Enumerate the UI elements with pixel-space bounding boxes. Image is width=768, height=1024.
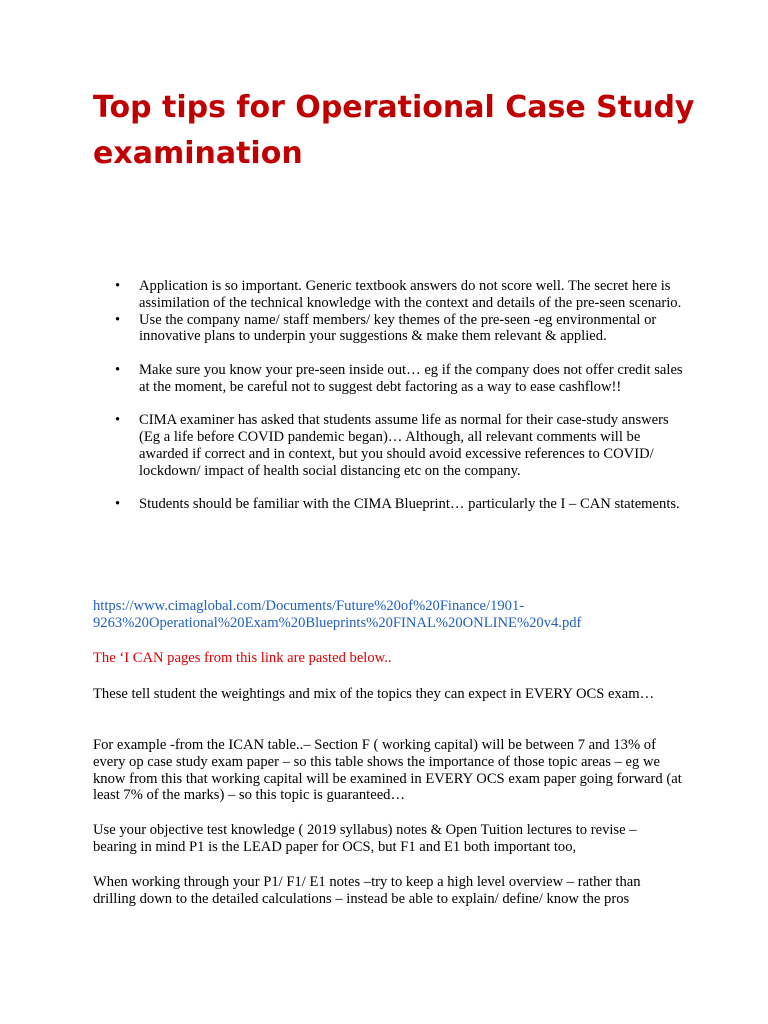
list-item xyxy=(93,312,683,346)
list-item-text: Application is so important. Generic textbook answers do not score well. The secret here is assimilation of the technical knowledge with the context and details of the pre-seen scenario. xyxy=(139,278,682,311)
page-title: Top tips for Operational Case Study examination xyxy=(93,90,695,171)
blueprint-link[interactable] xyxy=(93,598,581,631)
list-item-text: Use the company name/ staff members/ key themes of the pre-seen -eg environmental or innovative plans to underpin your suggestions & make them relevant & applied. xyxy=(139,311,657,345)
paragraph-overview: When working through your P1/ F1/ E1 notes –try to keep a high level overview – rather than drilling down to the detailed calculations – instead be able to explain/ define/ know the pros xyxy=(93,874,641,907)
list-item xyxy=(93,496,683,513)
bullet-icon: • xyxy=(115,361,121,378)
tips-list xyxy=(93,278,683,513)
bullet-icon: • xyxy=(115,311,121,328)
list-item xyxy=(93,278,683,312)
i-can-note: The ‘I CAN pages from this link are pasted below.. xyxy=(93,650,392,666)
list-item xyxy=(93,362,683,396)
blueprint-link-line-2: 9263%20Operational%20Exam%20Blueprints%20FINAL%20ONLINE%20v4.pdf xyxy=(93,614,582,631)
blueprint-link-line-1: https://www.cimaglobal.com/Documents/Future%20of%20Finance/1901- xyxy=(93,598,525,614)
paragraph-weightings: These tell student the weightings and mix of the topics they can expect in EVERY OCS exam… xyxy=(93,686,655,702)
paragraph-revision: Use your objective test knowledge ( 2019 syllabus) notes & Open Tuition lectures to revise – bearing in mind P1 is the LEAD paper for OCS, but F1 and E1 both important too, xyxy=(93,822,637,855)
bullet-icon: • xyxy=(115,496,121,513)
list-item xyxy=(93,412,683,479)
blueprint-link-block xyxy=(93,598,683,632)
list-item-text: Make sure you know your pre-seen inside out… eg if the company does not offer credit sales at the moment, be careful not to suggest debt factoring as a way to ease cashflow!! xyxy=(139,361,683,395)
list-item-text: CIMA examiner has asked that students assume life as normal for their case-study answers (Eg a life before COVID pandemic began)… Although, all relevant comments will be awarded if correct and in context, but you should avoid excessive references to COVID/ lockdown/ impact of health social distancing etc on the company. xyxy=(139,412,669,479)
paragraph-example: For example -from the ICAN table..– Section F ( working capital) will be between 7 and 13% of every op case study exam paper – so this table shows the importance of those topic areas – eg we know from this that working capital will be examined in EVERY OCS exam paper going forward (at least 7% of the marks) – so this topic is guaranteed… xyxy=(93,737,682,804)
list-item-text: Students should be familiar with the CIMA Blueprint… particularly the I – CAN statements. xyxy=(139,496,680,513)
bullet-icon: • xyxy=(115,278,121,294)
bullet-icon: • xyxy=(115,412,121,429)
